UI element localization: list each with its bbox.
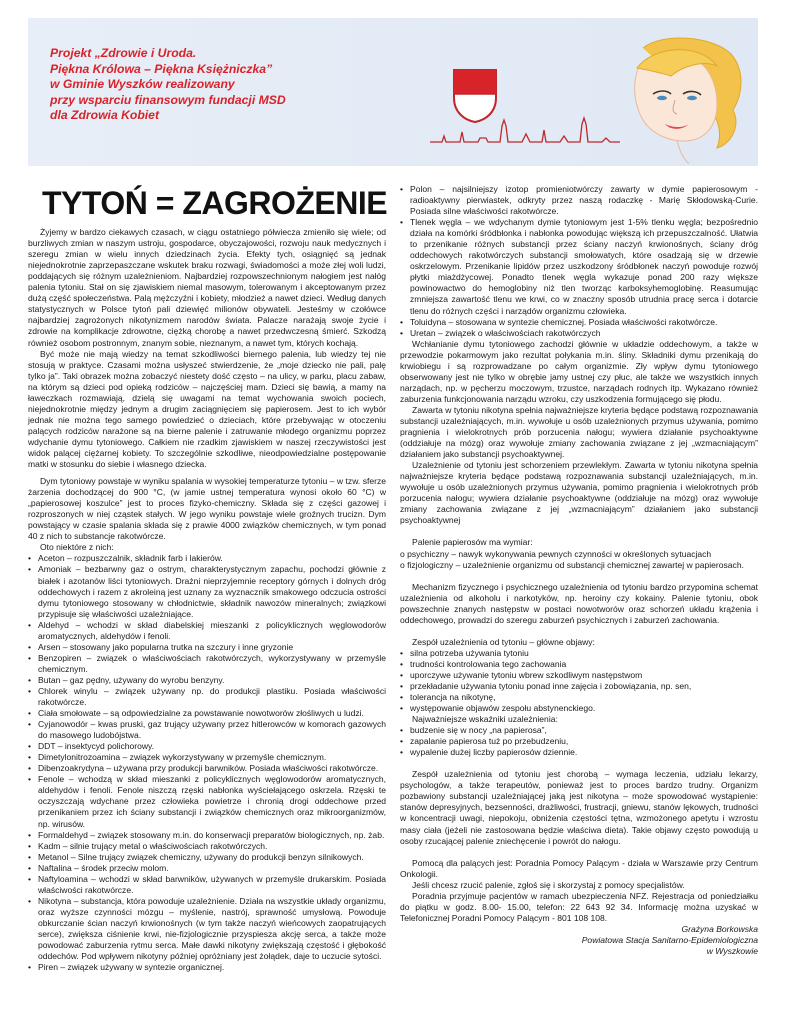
signature-location: w Wyszkowie: [706, 946, 758, 956]
list-item: • silna potrzeba używania tytoniu: [400, 648, 758, 659]
paragraph: Wchłanianie dymu tytoniowego zachodzi głównie w układzie oddechowym, a także w przewodzie pokarmowym jako rezultat połykania m.in. śliny. Składniki dymu przenikają do krwiobiegu i są rozprowadzane po całym organizmie. Zły wpływ dymu tytoniowego obserwowany jest nie tylko w obrębie jamy ustnej czy płuc, ale także we wszystkich innych narządach, np. w pęcherzu moczowym, trzustce, narządach rodnych itp. Wykazano również zaburzenia funkcjonowania narządu wzroku, czy uszkodzenia formującego się płodu.: [400, 338, 758, 404]
list-item: • Uretan – związek o właściwościach rakotwórczych: [400, 328, 758, 339]
list-item: • Fenole – wchodzą w skład mieszanki z policyklicznych węglowodorów aromatycznych, aldehydów i fenoli. Fenole niszczą rzęski nabłonka wyściełającego oskrzela. Rzęski te oczyszczają wdychane przez człowieka powietrze i chronią drogi oddechowe przed przenikaniem przez ich ściany substancji i związków chemicznych oraz mikroorganizmów, np. wirusów.: [28, 774, 386, 829]
paragraph: Palenie papierosów ma wymiar:: [412, 537, 533, 548]
dimension-item: o psychiczny – nawyk wykonywania pewnych czynności w określonych sytuacjach: [400, 548, 712, 559]
page: [28, 18, 758, 1014]
list-item: • Chlorek winylu – związek używany np. do produkcji plastiku. Posiada właściwości rakotwórcze.: [28, 686, 386, 708]
list-item: • Aceton – rozpuszczalnik, składnik farb i lakierów.: [28, 553, 386, 564]
indicators-list: [400, 725, 758, 758]
list-item: • Piren – związek używany w syntezie organicznej.: [28, 962, 386, 973]
article-title: TYTOŃ = ZAGROŻENIE: [42, 185, 388, 221]
woman-portrait-illustration: [613, 36, 753, 164]
list-item: • budzenie się w nocy „na papierosa”,: [400, 725, 758, 736]
project-line: przy wsparciu finansowym fundacji MSD: [50, 92, 286, 107]
project-line: Projekt „Zdrowie i Uroda.: [50, 46, 197, 60]
right-column: [400, 184, 758, 957]
list-item: • Naftyloamina – wchodzi w skład barwników, używanych w przemyśle drukarskim. Posiada właściwości rakotwórcze.: [28, 874, 386, 896]
substances-list: [28, 553, 386, 973]
paragraph: Poradnia przyjmuje pacjentów w ramach ubezpieczenia NFZ. Rejestracja od poniedziałku do piątku w godz. 8.00- 15.00, telefon: 22 643 92 34. Informację można uzyskać w Telefonicznej Poradni Pomocy Palącym - 801 108 108.: [400, 890, 758, 923]
signature-name: Grażyna Borkowska: [681, 923, 758, 934]
list-item: • Metanol – Silne trujący związek chemiczny, używany do produkcji benzyn silnikowych.: [28, 852, 386, 863]
list-item: • Amoniak – bezbarwny gaz o ostrym, charakterystycznym zapachu, pochodzi głównie z białek i azotanów liści tytoniowych. Drażni nieprzyjemnie receptory górnych i dolnych dróg oddechowych i razem z akroleiną jest uznany za wyznacznik smakowego odczucia ostrości dymu tytoniowego stosowany w chłodnictwie, składnik nawozów mineralnych; związkowi przypisuje się właściwości uzależniające.: [28, 564, 386, 619]
paragraph: Być może nie mają wiedzy na temat szkodliwości biernego palenia, lub wiedzy tej nie stosują w praktyce. Czasami można usłyszeć stwierdzenie, że „moje dziecko nie pali, palę tylko ja”. Taki obrazek można zobaczyć niestety dość często – na ulicy, w parku, placu zabaw, na którym są dzieci pod opieką rodziców – najczęściej mam. Dzieci się bawią, a mamy na ławeczkach rozmawiają, dzielą się uwagami na temat wychowania swoich pociech, niejednokrotnie między jednym a drugim zaciągnięciem się papierosem. Jest to ich wybór jednak nie można tego samego powiedzieć o dzieciach, które przebywając w otoczeniu palących rodziców narażone są na bierne palenie i zatruwanie młodego organizmu poprzez wdychanie dymu tytoniowego. Całkiem nie rzadkim zjawiskiem w naszej rzeczywistości jest widok palącej ciężarnej kobiety. To szczególnie szkodliwe, nieodpowiedzialne postępowanie matki w stosunku do siebie i własnego dziecka.: [28, 348, 386, 470]
list-intro: Oto niektóre z nich:: [40, 542, 114, 553]
list-item: • Arsen – stosowany jako popularna trutka na szczury i inne gryzonie: [28, 642, 386, 653]
substances-list-continued: [400, 184, 758, 339]
list-item: • wypalenie dużej liczby papierosów dziennie.: [400, 747, 758, 758]
paragraph: Najważniejsze wskaźniki uzależnienia:: [412, 714, 558, 725]
paragraph: Dym tytoniowy powstaje w wyniku spalania w wysokiej temperaturze tytoniu – w tzw. sferze żarzenia dochodzącej do 900 °C, (w jamie ustnej temperatura wynosi około 60 °C) w „papierosowej koszulce” jest to proces fizyko-chemiczny. Składa się z części gazowej i rozproszonych w niej cząstek stałych. W jego wyniku powstaje wiele groźnych trucizn. Dym powstający w czasie spalania składa się z prawie 4000 związków chemicznych, w tym ponad 40 z nich to substancje rakotwórcze.: [28, 476, 386, 542]
project-title: [50, 46, 350, 124]
dimension-item: o fizjologiczny – uzależnienie organizmu od substancji chemicznej zawartej w papierosach.: [400, 559, 744, 570]
project-line: w Gminie Wyszków realizowany: [50, 77, 235, 92]
list-item: • Aldehyd – wchodzi w skład diabelskiej mieszanki z policyklicznych węglowodorów aromatycznych, aldehydów i fenoli.: [28, 620, 386, 642]
list-item: • tolerancja na nikotynę,: [400, 692, 758, 703]
left-column: [28, 180, 386, 973]
list-item: • Formaldehyd – związek stosowany m.in. do konserwacji preparatów biologicznych, np. żab.: [28, 830, 386, 841]
list-item: • DDT – insektycyd polichorowy.: [28, 741, 386, 752]
paragraph: Uzależnienie od tytoniu jest schorzeniem przewlekłym. Zawarta w tytoniu nikotyna spełnia najważniejsze kryteria będące podstawą rozpoznawania substancji uzależniających, m.in. wywołuje u osób uzależnionych przymus używania, pomimo pragnienia i wielokrotnych prób porzucenia nałogu; wywiera działanie psychoaktywne (oddziałuje na mózg) oraz wywołuje zmiany zachowania związane z jej „wzmacniającym” działaniem jako substancji psychoaktywnej: [400, 460, 758, 526]
paragraph: Mechanizm fizycznego i psychicznego uzależnienia od tytoniu bardzo przypomina schemat uzależnienia od alkoholu i narkotyków, np. heroiny czy kokainy. Palenie tytoniu, obok powszechnie znanych następstw w postaci nowotworów oraz schorzeń układu krążenia i oddechowego, prowadzi do szeregu zaburzeń psychicznych i zaburzeń zachowania.: [400, 581, 758, 625]
list-item: • Naftalina – środek przeciw molom.: [28, 863, 386, 874]
list-item: • zapalanie papierosa tuż po przebudzeniu,: [400, 736, 758, 747]
list-item: • Butan – gaz pędny, używany do wyrobu benzyny.: [28, 675, 386, 686]
paragraph: Zespół uzależnienia od tytoniu jest chorobą – wymaga leczenia, udziału lekarzy, psychologów, a także terapeutów, ponieważ jest to proces bardzo trudny. Organizm pozbawiony substancji uzależniającej jaką jest nikotyna – może spowodować wystąpienie: stanów depresyjnych, bezsenności, drażliwości, frustracji, gniewu, stanów lękowych, trudności w koncentracji uwagi, niepokoju, obniżenia częstości tętna, wzmożonego apetytu i wzrostu masy ciała (jeżeli nie zastosowana będzie właściwa dieta). Takie objawy często powodują u osoby rzucającej palenie zniechęcenie i powrót do nałogu.: [400, 769, 758, 846]
list-item: • Kadm – silnie trujący metal o właściwościach rakotwórczych.: [28, 841, 386, 852]
list-item: • uporczywe używanie tytoniu wbrew szkodliwym następstwom: [400, 670, 758, 681]
paragraph: Zespół uzależnienia od tytoniu – główne objawy:: [412, 636, 595, 647]
list-item: • Dibenzoakrydyna – używana przy produkcji barwników. Posiada właściwości rakotwórcze.: [28, 763, 386, 774]
project-line: dla Zdrowia Kobiet: [50, 108, 160, 123]
paragraph: Zawarta w tytoniu nikotyna spełnia najważniejsze kryteria będące podstawą rozpoznawania substancji uzależniających, m.in. wywołuje u osób uzależnionych przymus używania, pomimo pragnienia i wielokrotnych prób porzucenia nałogu; wywiera działanie psychoaktywne (oddziałuje na mózg) oraz wywołuje zmiany zachowania związane z jej „wzmacniającym” działaniem jako substancji psychoaktywnej.: [400, 404, 758, 460]
symptoms-list: [400, 648, 758, 714]
list-item: • Cyjanowodór – kwas pruski, gaz trujący używany przez hitlerowców w komorach gazowych do masowego ludobójstwa.: [28, 719, 386, 741]
list-item: • występowanie objawów zespołu abstynenckiego.: [400, 703, 758, 714]
town-skyline-icon: [430, 114, 620, 148]
list-item: • przekładanie używania tytoniu ponad inne zajęcia i zobowiązania, np. sen,: [400, 681, 758, 692]
signature-institution: Powiatowa Stacja Sanitarno-Epidemiologiczna: [581, 934, 758, 945]
header-banner: [28, 18, 758, 166]
paragraph: Pomocą dla palących jest: Poradnia Pomocy Palącym - działa w Warszawie przy Centrum Onkologii.: [400, 857, 758, 879]
list-item: • Ciała smołowate – są odpowiedzialne za powstawanie nowotworów złośliwych u ludzi.: [28, 708, 386, 719]
list-item: • Dimetylonitrozoamina – związek wykorzystywany w przemyśle chemicznym.: [28, 752, 386, 763]
list-item: • Polon – najsilniejszy izotop promieniotwórczy zawarty w dymie papierosowym - radioaktywny pierwiastek, odkryty przez naszą rodaczkę - Marię Skłodowską-Curie. Posiada silne właściwości rakotwórcze.: [400, 184, 758, 217]
list-item: • Nikotyna – substancja, która powoduje uzależnienie. Działa na wszystkie układy organizmu, oraz wyższe czynności mózgu – myślenie, nastrój, sprawność umysłową. Powoduje obkurczanie ścian naczyń krwionośnych (w tym także naczyń wieńcowych zaopatrujących serce), zwiększa ciśnienie krwi, nie-fizjologicznie przyspiesza akcję serca, a także może powodować zaburzenia rytmu serca. Małe dawki nikotyny zwiększają częstość i głębokość oddechów. Pod wpływem nikotyny później opróżniany jest żołądek, daje to uczucie sytości.: [28, 896, 386, 962]
list-item: • Toluidyna – stosowana w syntezie chemicznej. Posiada właściwości rakotwórcze.: [400, 317, 758, 328]
list-item: • Benzopiren – związek o właściwościach rakotwórczych, wykorzystywany w przemyśle chemicznym.: [28, 653, 386, 675]
paragraph: Żyjemy w bardzo ciekawych czasach, w ciągu ostatniego półwiecza zmieniło się wiele; od burzliwych zmian w naszym ustroju, gospodarce, obyczajowości, rozwoju nauk medycznych i szeregu zmian w wielu innych dziedzinach życia. Efekty tych, osiągnięć są jednak niejednokrotnie zaprzepaszczane wskutek braku rozwagi, świadomości a może złej woli ludzi, poddających się różnym uzależnieniom. Najbardziej rozpowszechnionym nałogiem jest nałóg palenia tytoniu. Stał on się zjawiskiem niemal masowym, tolerowanym i akceptowanym przez dużą część społeczeństwa. Palą mężczyźni i kobiety, młodzież a nawet dzieci. Według danych statystycznych w Polsce tytoń pali dziewięć milionów obywateli. Jesteśmy w czołówce najbardziej zagrożonych nikotynizmem narodów świata. Palacze narażają swoje życie i zdrowie na komplikacje zdrowotne, ciężką chorobę a nawet przedwczesną śmierć. Szkodzą również osobom postronnym, znanym sobie, nieznanym, a nawet tym, których kochają.: [28, 227, 386, 348]
list-item: • trudności kontrolowania tego zachowania: [400, 659, 758, 670]
paragraph: Jeśli chcesz rzucić palenie, zgłoś się i skorzystaj z pomocy specjalistów.: [412, 879, 685, 890]
list-item: • Tlenek węgla – we wdychanym dymie tytoniowym jest 1-5% tlenku węgla; bezpośrednio działa na komórki śródbłonka i nabłonka powodując większą ich przepuszczalność. Ułatwia to przenikanie różnych substancji przez ściany naczyń krwionośnych, ściany dróg oddechowych rakotwórczych substancji smołowatych, które osadzają się w drzewie oskrzelowym. Przenikanie lipidów przez uszkodzony śródbłonek naczyń powoduje rozwój płytki miażdżycowej. Ponadto tlenek węgla wykazuje ponad 200 razy większe powinowactwo do hemoglobiny niż tlen tworząc karboksyhemoglobinę. Reasumując zmniejsza zawartość tlenu we krwi, co w znaczny sposób utrudnia pracę serca i dotarcie tlenu do różnych części i narządów organizmu człowieka.: [400, 217, 758, 316]
project-line: Piękna Królowa – Piękna Księżniczka”: [50, 61, 273, 76]
